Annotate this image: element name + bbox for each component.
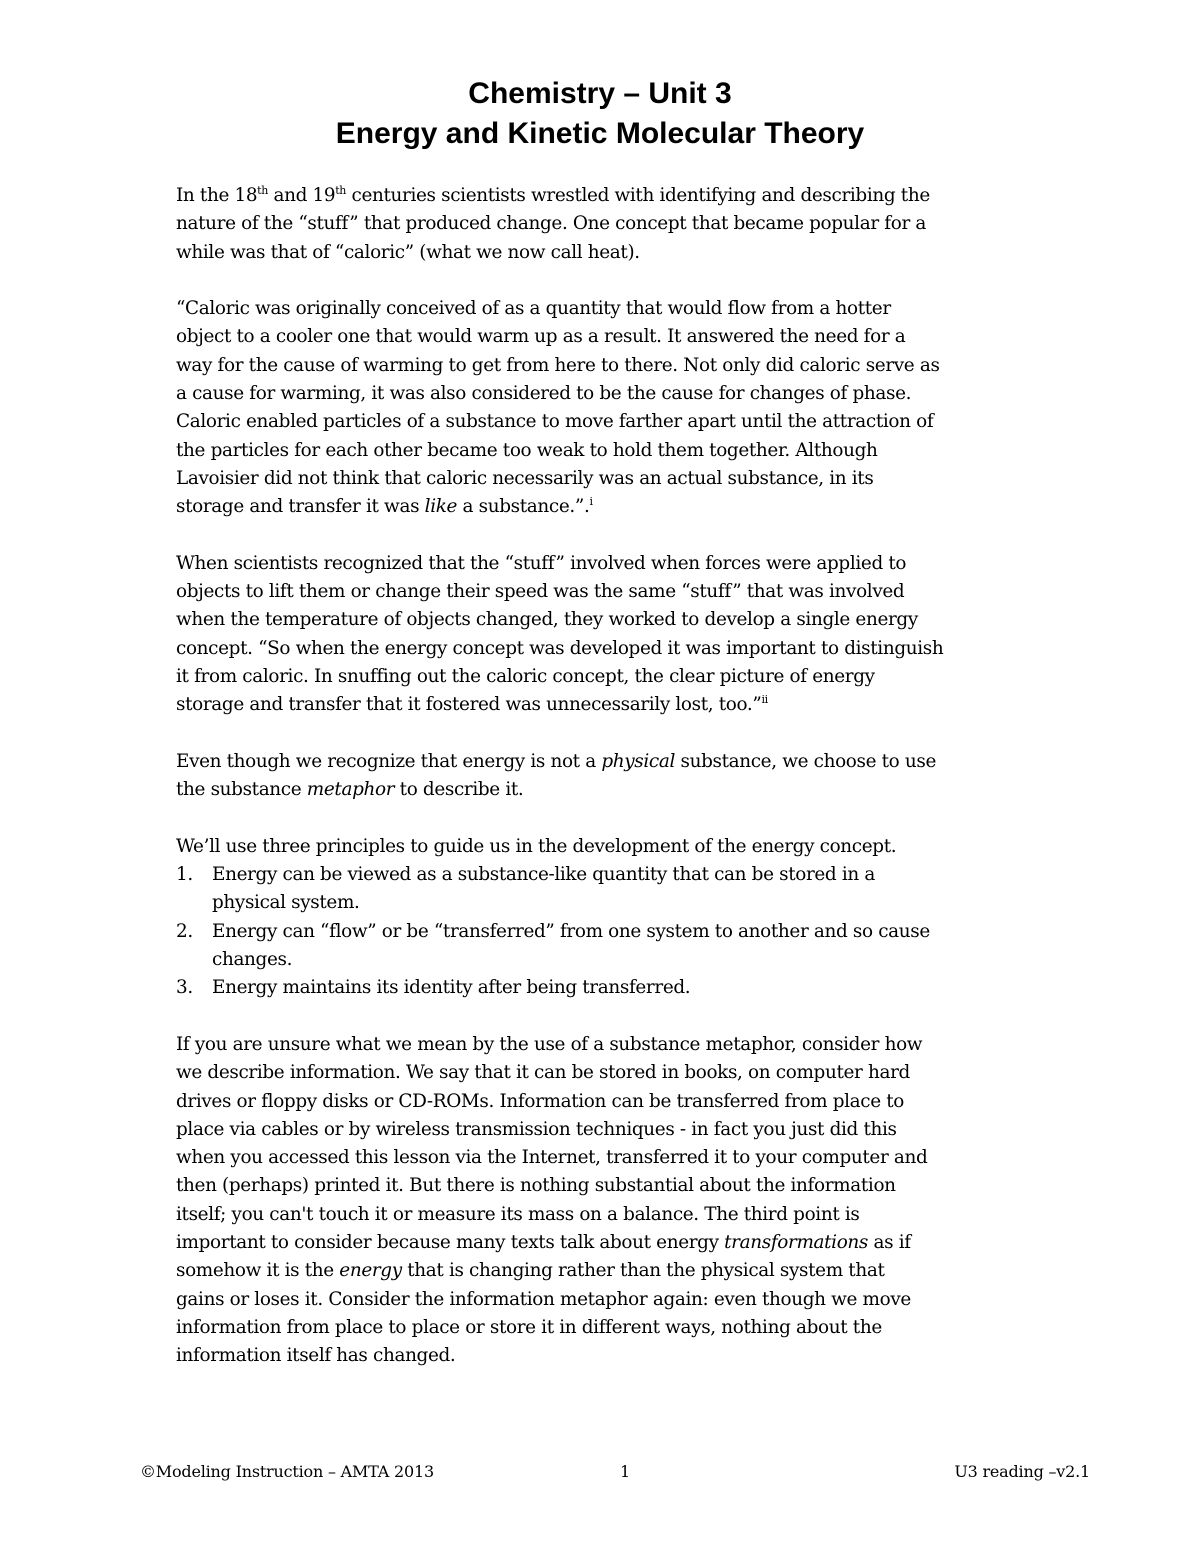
superscript: th — [257, 184, 268, 197]
paragraph-principles — [176, 833, 1096, 1003]
paragraph-caloric-quote — [176, 295, 1096, 521]
emphasis: like — [424, 496, 458, 518]
list-item — [176, 918, 1096, 975]
text-line: object to a cooler one that would warm up as a result. It answered the need for a — [176, 326, 906, 348]
text-line: while was that of “caloric” (what we now call heat). — [176, 241, 640, 263]
text-line: changes. — [212, 949, 293, 971]
text-line: Caloric enabled particles of a substance to move farther apart until the attraction of — [176, 411, 934, 433]
text-line: we describe information. We say that it can be stored in books, on computer hard — [176, 1062, 910, 1084]
list-item — [176, 974, 1096, 1002]
footer-version: U3 reading –v2.1 — [954, 1462, 1090, 1481]
text-line: Lavoisier did not think that caloric necessarily was an actual substance, in its — [176, 467, 874, 489]
text: that is changing rather than the physical system that — [401, 1260, 885, 1282]
text-line: when you accessed this lesson via the Internet, transferred it to your computer and — [176, 1147, 928, 1169]
paragraph-energy-concept — [176, 550, 1096, 720]
text: substance, we choose to use — [675, 750, 937, 772]
text: important to consider because many texts talk about energy — [176, 1231, 725, 1253]
text-line: then (perhaps) printed it. But there is nothing substantial about the information — [176, 1175, 896, 1197]
text-line: nature of the “stuff” that produced change. One concept that became popular for a — [176, 213, 926, 235]
endnote-ref-i: i — [589, 495, 593, 509]
endnote-ref-ii: ii — [761, 693, 768, 707]
text: a substance.”. — [457, 496, 590, 518]
text: Even though we recognize that energy is not a — [176, 750, 602, 772]
text-line: When scientists recognized that the “stuff” involved when forces were applied to — [176, 552, 907, 574]
emphasis: transformations — [724, 1231, 869, 1253]
text-line: itself; you can't touch it or measure its mass on a balance. The third point is — [176, 1203, 860, 1225]
paragraph-intro — [176, 182, 1096, 267]
text: storage and transfer it was — [176, 496, 425, 518]
emphasis: metaphor — [306, 779, 395, 801]
text-line: objects to lift them or change their speed was the same “stuff” that was involved — [176, 581, 905, 603]
text-line: information itself has changed. — [176, 1345, 456, 1367]
text-line: physical system. — [212, 892, 360, 914]
text-line: Energy can be viewed as a substance-like quantity that can be stored in a — [212, 864, 875, 886]
reading-body — [176, 182, 1096, 1370]
text-line: gains or loses it. Consider the information metaphor again: even though we move — [176, 1288, 911, 1310]
text-line: Energy maintains its identity after being transferred. — [212, 977, 691, 999]
footer-copyright: ©Modeling Instruction – AMTA 2013 — [140, 1462, 434, 1481]
text-line: place via cables or by wireless transmission techniques - in fact you just did this — [176, 1118, 897, 1140]
text: and 19 — [267, 185, 336, 206]
text: storage and transfer that it fostered was unnecessarily lost, too.” — [176, 694, 762, 716]
text-line: a cause for warming, it was also considered to be the cause for changes of phase. — [176, 383, 912, 405]
list-number: 3. — [176, 977, 193, 999]
text: centuries scientists wrestled with identifying and describing the — [346, 185, 930, 206]
text-line: it from caloric. In snuffing out the caloric concept, the clear picture of energy — [176, 666, 875, 688]
paragraph-information-metaphor — [176, 1031, 1096, 1371]
text-line: “Caloric was originally conceived of as a quantity that would flow from a hotter — [176, 298, 891, 320]
text: as if — [868, 1231, 911, 1253]
page-number: 1 — [620, 1462, 630, 1481]
list-item — [176, 861, 1096, 918]
page-title — [0, 74, 1200, 154]
text: to describe it. — [394, 779, 524, 801]
emphasis: physical — [601, 750, 675, 772]
paragraph-metaphor — [176, 748, 1096, 805]
text-line: the particles for each other became too weak to hold them together. Although — [176, 439, 878, 461]
text-line: If you are unsure what we mean by the use of a substance metaphor, consider how — [176, 1033, 923, 1055]
title-line-2: Energy and Kinetic Molecular Theory — [335, 117, 865, 150]
text-line: We’ll use three principles to guide us in the development of the energy concept. — [176, 835, 897, 857]
text: In the 18 — [176, 185, 258, 206]
text-line: information from place to place or store it in different ways, nothing about the — [176, 1316, 882, 1338]
text: somehow it is the — [176, 1260, 340, 1282]
text-line: concept. “So when the energy concept was developed it was important to distinguish — [176, 637, 944, 659]
text-line: drives or floppy disks or CD-ROMs. Information can be transferred from place to — [176, 1090, 905, 1112]
title-line-1: Chemistry – Unit 3 — [468, 77, 732, 110]
text: the substance — [176, 779, 307, 801]
emphasis: energy — [339, 1260, 402, 1282]
list-number: 2. — [176, 920, 193, 942]
text-line: when the temperature of objects changed, they worked to develop a single energy — [176, 609, 918, 631]
superscript: th — [335, 184, 347, 197]
text-line: way for the cause of warming to get from here to there. Not only did caloric serve as — [176, 354, 940, 376]
text-line: Energy can “flow” or be “transferred” from one system to another and so cause — [212, 920, 930, 942]
list-number: 1. — [176, 864, 193, 886]
